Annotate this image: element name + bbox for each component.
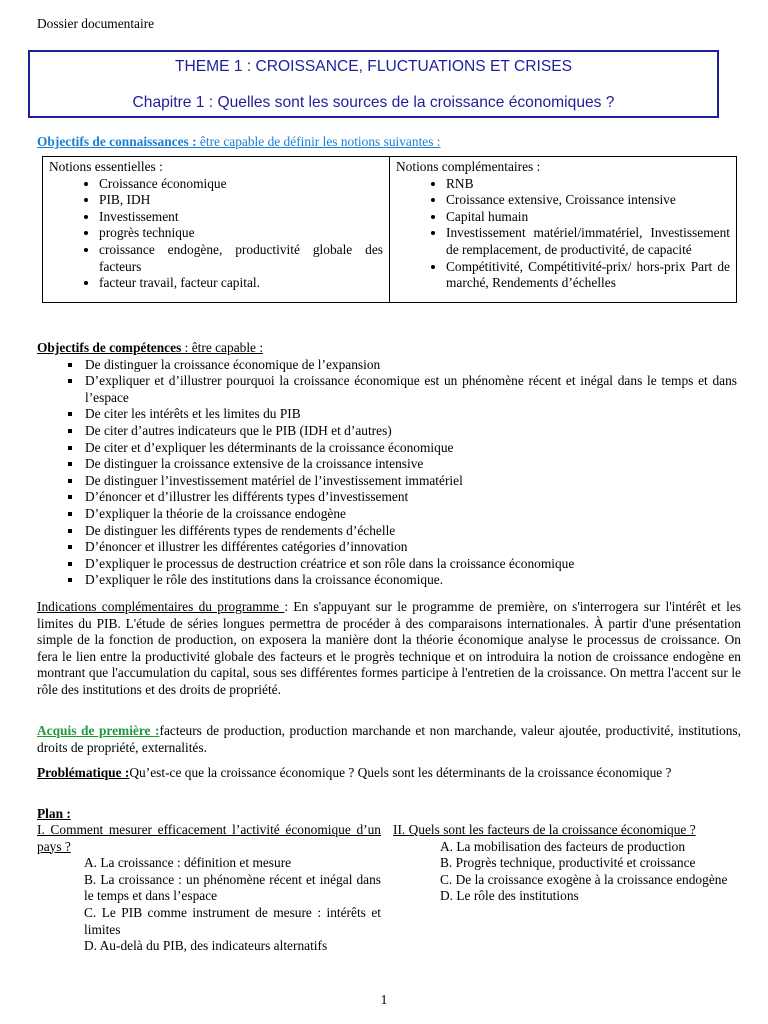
problematique-paragraph (37, 765, 741, 782)
title-box (28, 50, 719, 118)
indications-text: : En s'appuyant sur le programme de première, on s'interrogera sur l'intérêt et les limites du PIB. L'étude de séries longues permettra de procéder à des comparaisons internationales. À partir d'une présentation simple de la fonction de production, on exposera la manière dont la théorie économique analyse le processus de croissance. On fera le lien entre la productivité globale des facteurs et le progrès technique et on introduira la notion de croissance endogène en montrant que l'accumulation du capital, sous ses différentes formes participe à l'entretien de la croissance. On mettra l'accent sur le rôle des institutions et des droits de propriété. (37, 599, 741, 697)
document-header: Dossier documentaire (37, 16, 155, 31)
plan-part-1-item: D. Au-delà du PIB, des indicateurs alternatifs (84, 938, 328, 954)
complementary-notion-item: • Croissance extensive, Croissance intensive (446, 192, 730, 209)
indications-paragraph (37, 599, 741, 699)
skill-item: ▪ De citer d’autres indicateurs que le PIB (IDH et d’autres) (83, 423, 737, 440)
skills-heading: Objectifs de compétences (37, 340, 182, 355)
page-number: 1 (380, 992, 388, 1007)
skill-item: ▪ D’énoncer et d’illustrer les différents types d’investissement (83, 489, 737, 506)
plan-part-2-item: C. De la croissance exogène à la croissance endogène (440, 871, 728, 887)
knowledge-heading-sep: : (188, 134, 197, 149)
acquis-text: facteurs de production, production marchande et non marchande, valeur ajoutée, productivité, institutions, droits de propriété, externalités. (37, 723, 741, 755)
plan-part-1 (37, 822, 381, 955)
theme-title: THEME 1 : CROISSANCE, FLUCTUATIONS ET CRISES (174, 58, 573, 75)
skill-item: ▪ D’énoncer et illustrer les différentes catégories d’innovation (83, 539, 737, 556)
skills-subheading: : être capable : (181, 340, 264, 355)
essential-notion-item: • croissance endogène, productivité globale des facteurs (99, 242, 383, 275)
plan-part-2-item: D. Le rôle des institutions (440, 888, 579, 904)
skill-item: ▪ D’expliquer et d’illustrer pourquoi la croissance économique est un phénomène récent et inégal dans le temps et dans l’espace (83, 373, 737, 406)
complementary-notion-item: • Compétitivité, Compétitivité-prix/ hors-prix Part de marché, Rendements d’échelles (446, 259, 730, 292)
acquis-paragraph (37, 723, 741, 756)
essential-notions-title: Notions essentielles : (49, 159, 163, 174)
skill-item: ▪ De citer les intérêts et les limites du PIB (83, 406, 737, 423)
essential-notion-item: • facteur travail, facteur capital. (99, 275, 383, 292)
skill-item: ▪ D’expliquer la théorie de la croissance endogène (83, 506, 737, 523)
indications-heading: Indications complémentaires du programme (37, 599, 285, 614)
skill-item: ▪ D’expliquer le rôle des institutions dans la croissance économique. (83, 572, 737, 589)
plan-heading: Plan : (37, 806, 71, 821)
skill-item: ▪ De distinguer la croissance extensive de la croissance intensive (83, 456, 737, 473)
skill-item: ▪ De distinguer la croissance économique de l’expansion (83, 357, 737, 374)
plan-part-2-item: A. La mobilisation des facteurs de production (440, 838, 686, 854)
complementary-notion-item: • Capital humain (446, 209, 730, 226)
plan-part-1-item: A. La croissance : définition et mesure (84, 855, 292, 871)
plan-part-1-item: C. Le PIB comme instrument de mesure : intérêts et limites (84, 904, 381, 937)
knowledge-objectives-heading (37, 134, 441, 151)
essential-notions-list (49, 176, 383, 292)
complementary-notion-item: • RNB (446, 176, 730, 193)
plan-part-2 (393, 822, 743, 905)
complementary-notion-item: • Investissement matériel/immatériel, Investissement de remplacement, de productivité, de capacité (446, 225, 730, 258)
chapter-title: Chapitre 1 : Quelles sont les sources de la croissance économiques ? (132, 94, 615, 111)
acquis-heading: Acquis de première : (37, 723, 160, 738)
skill-item: ▪ D’expliquer le processus de destruction créatrice et son rôle dans la croissance économique (83, 556, 737, 573)
notions-table (42, 156, 737, 303)
essential-notion-item: • PIB, IDH (99, 192, 383, 209)
skill-item: ▪ De distinguer les différents types de rendements d’échelle (83, 523, 737, 540)
essential-notion-item: • Croissance économique (99, 176, 383, 193)
skill-item: ▪ De citer et d’expliquer les déterminants de la croissance économique (83, 440, 737, 457)
complementary-notions-list (396, 176, 730, 292)
essential-notions-cell (43, 157, 390, 303)
plan-part-1-item: B. La croissance : un phénomène récent et inégal dans le temps et dans l’espace (84, 871, 381, 904)
problematique-text: Qu’est-ce que la croissance économique ? Quels sont les déterminants de la croissance économique ? (129, 765, 672, 780)
problematique-heading: Problématique : (37, 765, 130, 780)
knowledge-subheading: être capable de définir les notions suivantes : (196, 134, 441, 149)
complementary-notions-cell (390, 157, 737, 303)
plan-part-1-title: I. Comment mesurer efficacement l’activité économique d’un pays ? (37, 822, 381, 854)
skills-section (37, 340, 737, 589)
essential-notion-item: • progrès technique (99, 225, 383, 242)
skill-item: ▪ De distinguer l’investissement matériel de l’investissement immatériel (83, 473, 737, 490)
essential-notion-item: • Investissement (99, 209, 383, 226)
plan-part-2-item: B. Progrès technique, productivité et croissance (440, 855, 696, 871)
skills-list (37, 357, 737, 589)
plan-part-2-title: II. Quels sont les facteurs de la croissance économique ? (393, 822, 696, 837)
complementary-notions-title: Notions complémentaires : (396, 159, 541, 174)
knowledge-heading: Objectifs de connaissances (37, 134, 189, 149)
